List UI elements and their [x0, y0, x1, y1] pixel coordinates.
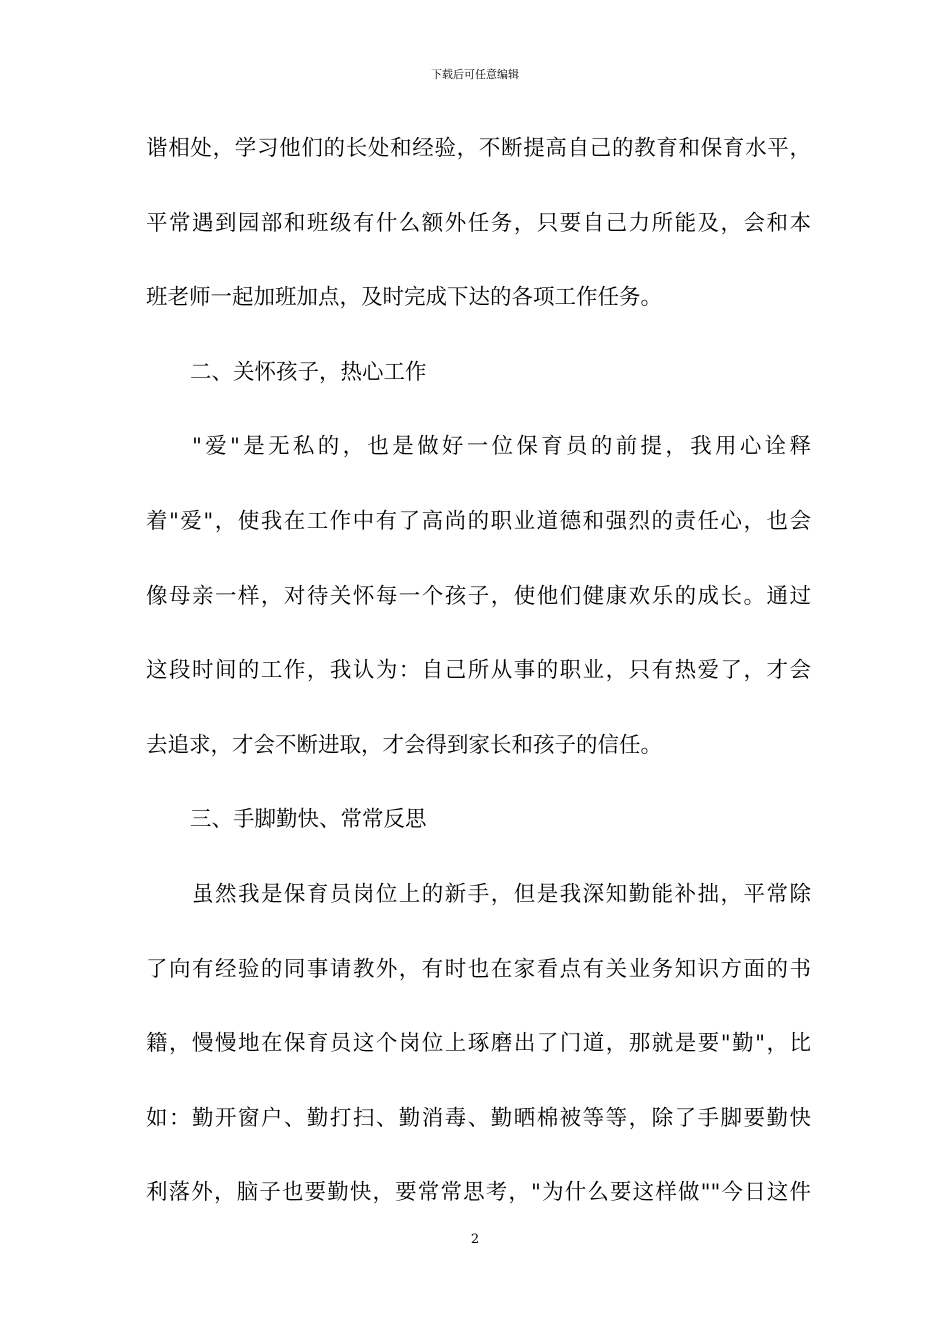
section-heading: 二、关怀孩子，热心工作: [190, 359, 427, 385]
text-line: 虽然我是保育员岗位上的新手，但是我深知勤能补拙，平常除: [192, 881, 811, 907]
text-line: 如：勤开窗户、勤打扫、勤消毒、勤晒棉被等等，除了手脚要勤快: [146, 1105, 811, 1131]
text-line: 利落外，脑子也要勤快，要常常思考，"为什么要这样做""今日这件: [146, 1180, 811, 1206]
text-line: 这段时间的工作，我认为：自己所从事的职业，只有热爱了，才会: [146, 658, 811, 684]
text-line: 谐相处，学习他们的长处和经验，不断提高自己的教育和保育水平，: [146, 136, 811, 161]
text-line: 籍，慢慢地在保育员这个岗位上琢磨出了门道，那就是要"勤"，比: [146, 1031, 811, 1057]
text-line: 着"爱"，使我在工作中有了高尚的职业道德和强烈的责任心，也会: [146, 508, 811, 534]
page-header: 下载后可任意编辑: [431, 68, 519, 81]
section-heading: 三、手脚勤快、常常反思: [190, 807, 427, 833]
text-line: 像母亲一样，对待关怀每一个孩子，使他们健康欢乐的成长。通过: [146, 583, 811, 609]
text-line: 平常遇到园部和班级有什么额外任务，只要自己力所能及，会和本: [146, 210, 811, 236]
text-line: "爱"是无私的，也是做好一位保育员的前提，我用心诠释: [192, 434, 811, 460]
page-number: 2: [470, 1232, 480, 1247]
text-line: 去追求，才会不断进取，才会得到家长和孩子的信任。: [146, 732, 663, 758]
text-line: 班老师一起加班加点，及时完成下达的各项工作任务。: [146, 285, 663, 311]
text-line: 了向有经验的同事请教外，有时也在家看点有关业务知识方面的书: [146, 956, 811, 982]
document-body: [146, 112, 811, 1231]
